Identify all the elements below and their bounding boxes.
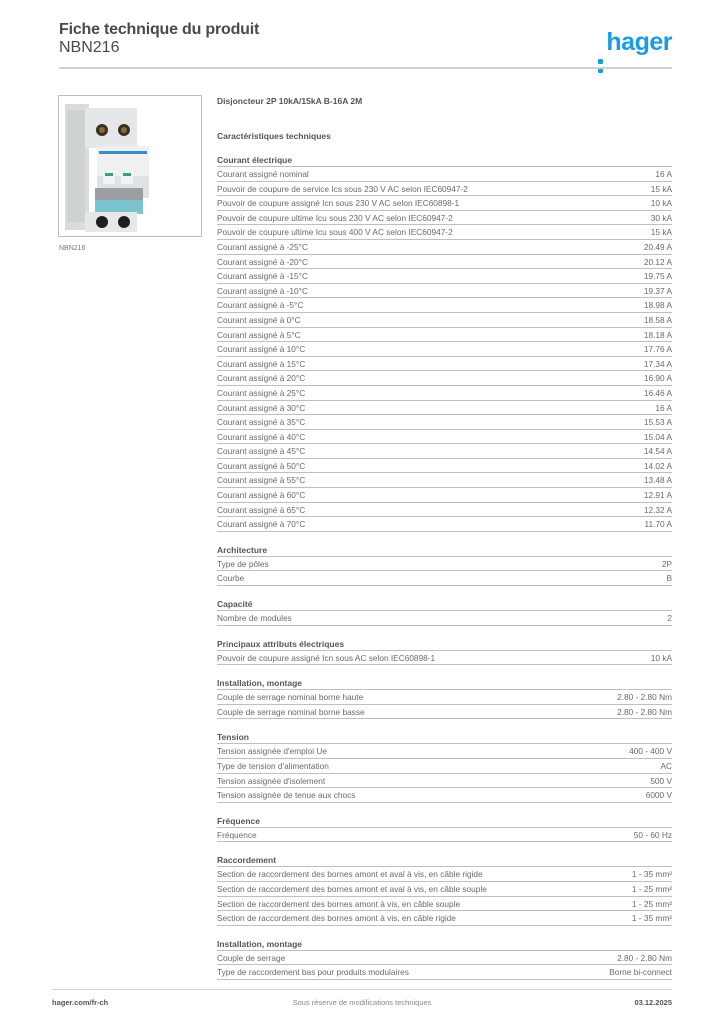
spec-label: Pouvoir de coupure assigné Icn sous AC selon IEC60898-1 [217,652,436,663]
spec-row [217,284,672,299]
spec-row [217,313,672,328]
section-title: Principaux attributs électriques [217,638,672,651]
spec-label: Courant assigné à 20°C [217,373,306,384]
tech-specs-heading: Caractéristiques techniques [217,131,331,141]
spec-value: 11.70 A [644,519,672,530]
spec-label: Tension assignée d'isolement [217,775,326,786]
spec-row [217,196,672,211]
spec-row [217,744,672,759]
spec-label: Tension assignée d'emploi Ue [217,746,327,757]
spec-label: Courant assigné à 65°C [217,504,306,515]
spec-label: Courbe [217,573,245,584]
spec-label: Fréquence [217,829,257,840]
spec-label: Courant assigné à -20°C [217,256,308,267]
spec-row [217,386,672,401]
spec-value: 16.90 A [643,373,672,384]
page-title: Fiche technique du produit [59,21,260,38]
spec-label: Courant assigné à -25°C [217,241,308,252]
spec-row [217,182,672,197]
spec-label: Courant assigné à 30°C [217,402,306,413]
product-reference: NBN216 [59,39,120,56]
spec-row [217,240,672,255]
spec-value: 6000 V [645,790,672,801]
section-title: Architecture [217,544,672,557]
spec-label: Courant assigné à 15°C [217,358,306,369]
spec-row [217,371,672,386]
spec-row [217,774,672,789]
spec-value: 2.80 - 2.80 Nm [617,706,672,717]
spec-row [217,897,672,912]
spec-value: 18.98 A [643,300,672,311]
spec-label: Courant assigné à 0°C [217,314,301,325]
spec-section [217,544,672,586]
spec-label: Type de tension d'alimentation [217,761,329,771]
spec-row [217,298,672,313]
spec-row [217,459,672,474]
spec-value: 50 - 60 Hz [633,829,672,840]
spec-section [217,938,672,980]
spec-row [217,473,672,488]
spec-row [217,225,672,240]
spec-label: Section de raccordement des bornes amont à vis, en câble souple [217,898,461,909]
spec-label: Courant assigné à -15°C [217,271,308,282]
spec-value: 400 - 400 V [629,746,672,757]
spec-row [217,965,672,980]
spec-value: 1 - 35 mm² [631,913,672,924]
section-title: Installation, montage [217,677,672,690]
section-title: Capacité [217,598,672,611]
spec-row [217,759,672,774]
spec-section [217,731,672,802]
spec-value: 30 kA [650,212,672,223]
spec-row [217,269,672,284]
spec-value: 12.32 A [643,504,672,515]
circuit-breaker-illustration [59,96,201,236]
spec-row [217,651,672,666]
spec-row [217,828,672,843]
spec-value: B [666,573,672,584]
spec-value: 2.80 - 2.80 Nm [617,692,672,703]
logo-text: hager [606,28,672,56]
spec-value: 17.34 A [643,358,672,369]
spec-row [217,328,672,343]
spec-value: 19.75 A [643,271,672,282]
spec-section [217,598,672,626]
spec-row [217,882,672,897]
spec-label: Pouvoir de coupure de service Ics sous 230 V AC selon IEC60947-2 [217,183,468,194]
spec-label: Courant assigné à 35°C [217,417,306,428]
spec-value: 1 - 25 mm² [631,898,672,909]
section-title: Installation, montage [217,938,672,951]
spec-value: 14.02 A [643,460,672,471]
spec-label: Courant assigné à -5°C [217,300,304,311]
spec-row [217,357,672,372]
spec-row [217,415,672,430]
spec-row [217,401,672,416]
spec-label: Courant assigné à -10°C [217,285,308,296]
spec-section [217,815,672,843]
spec-label: Nombre de modules [217,613,292,624]
spec-row [217,611,672,626]
spec-label: Courant assigné à 10°C [217,344,306,355]
spec-row [217,503,672,518]
spec-value: 12.91 A [643,490,672,501]
spec-row [217,430,672,445]
spec-value: 13.48 A [643,475,672,486]
spec-row [217,951,672,966]
spec-row [217,571,672,586]
spec-label: Courant assigné à 40°C [217,431,306,442]
spec-section [217,638,672,666]
image-caption: NBN216 [59,245,86,252]
spec-section [217,677,672,719]
spec-value: 16.46 A [643,387,672,398]
spec-sections [217,154,672,980]
spec-label: Courant assigné à 70°C [217,519,306,530]
spec-label: Section de raccordement des bornes amont à vis, en câble rigide [217,913,456,924]
page-header [59,20,672,57]
product-image [58,95,202,237]
spec-label: Type de raccordement bas pour produits modulaires [217,967,409,978]
footer-date: 03.12.2025 [634,998,672,1007]
spec-value: 10 kA [650,198,672,209]
spec-row [217,867,672,882]
spec-value: 20.12 A [643,256,672,267]
spec-value: 16 A [655,402,672,413]
spec-content [217,96,672,980]
spec-row [217,342,672,357]
spec-value: 17.76 A [643,344,672,355]
spec-row [217,788,672,803]
product-name: Disjoncteur 2P 10kA/15kA B-16A 2M [217,96,363,106]
spec-label: Courant assigné à 55°C [217,475,306,486]
spec-value: 15 kA [650,183,672,194]
spec-value: 1 - 25 mm² [631,883,672,894]
spec-value: 16 A [655,169,672,179]
spec-row [217,211,672,226]
spec-label: Couple de serrage nominal borne basse [217,706,365,717]
spec-label: Couple de serrage nominal borne haute [217,692,364,703]
spec-label: Courant assigné à 50°C [217,460,306,471]
footer-divider [52,989,672,990]
footer-disclaimer: Sous réserve de modifications techniques [292,998,432,1007]
spec-value: 10 kA [650,652,672,663]
spec-row [217,444,672,459]
spec-row [217,167,672,182]
spec-value: 19.37 A [643,285,672,296]
spec-row [217,690,672,705]
spec-value: 1 - 35 mm² [631,869,672,880]
spec-label: Pouvoir de coupure assigné Icn sous 230 V AC selon IEC60898-1 [217,198,460,209]
spec-value: Borne bi-connect [609,967,672,978]
spec-value: 18.18 A [643,329,672,340]
spec-row [217,255,672,270]
spec-label: Pouvoir de coupure ultime Icu sous 230 V AC selon IEC60947-2 [217,212,453,223]
spec-label: Courant assigné nominal [217,169,309,179]
spec-row [217,488,672,503]
hager-logo [598,28,672,57]
spec-value: 2P [661,558,672,569]
spec-value: 2 [667,613,672,624]
spec-label: Tension assignée de tenue aux chocs [217,790,356,801]
spec-value: 14.54 A [643,446,672,457]
spec-value: 15.53 A [643,417,672,428]
spec-value: 15 kA [650,227,672,238]
spec-section [217,854,672,925]
spec-label: Couple de serrage [217,952,286,963]
spec-row [217,557,672,572]
footer-website-link[interactable]: hager.com/fr-ch [52,998,109,1007]
spec-label: Courant assigné à 60°C [217,490,306,501]
section-title: Fréquence [217,815,672,828]
spec-label: Section de raccordement des bornes amont et aval à vis, en câble souple [217,883,487,894]
section-title: Courant électrique [217,154,672,167]
spec-value: 2.80 - 2.80 Nm [617,952,672,963]
spec-value: 500 V [650,775,672,786]
spec-label: Section de raccordement des bornes amont et aval à vis, en câble rigide [217,869,483,880]
spec-value: AC [660,761,672,771]
section-title: Tension [217,731,672,744]
spec-label: Courant assigné à 25°C [217,387,306,398]
spec-label: Type de pôles [217,558,269,569]
spec-value: 15.04 A [643,431,672,442]
spec-row [217,911,672,926]
spec-label: Pouvoir de coupure ultime Icu sous 400 V AC selon IEC60947-2 [217,227,453,238]
spec-value: 20.49 A [643,241,672,252]
section-title: Raccordement [217,854,672,867]
spec-label: Courant assigné à 45°C [217,446,306,457]
spec-section [217,154,672,532]
spec-row [217,705,672,720]
header-divider [59,67,672,69]
spec-row [217,517,672,532]
spec-label: Courant assigné à 5°C [217,329,301,340]
spec-value: 18.58 A [643,314,672,325]
